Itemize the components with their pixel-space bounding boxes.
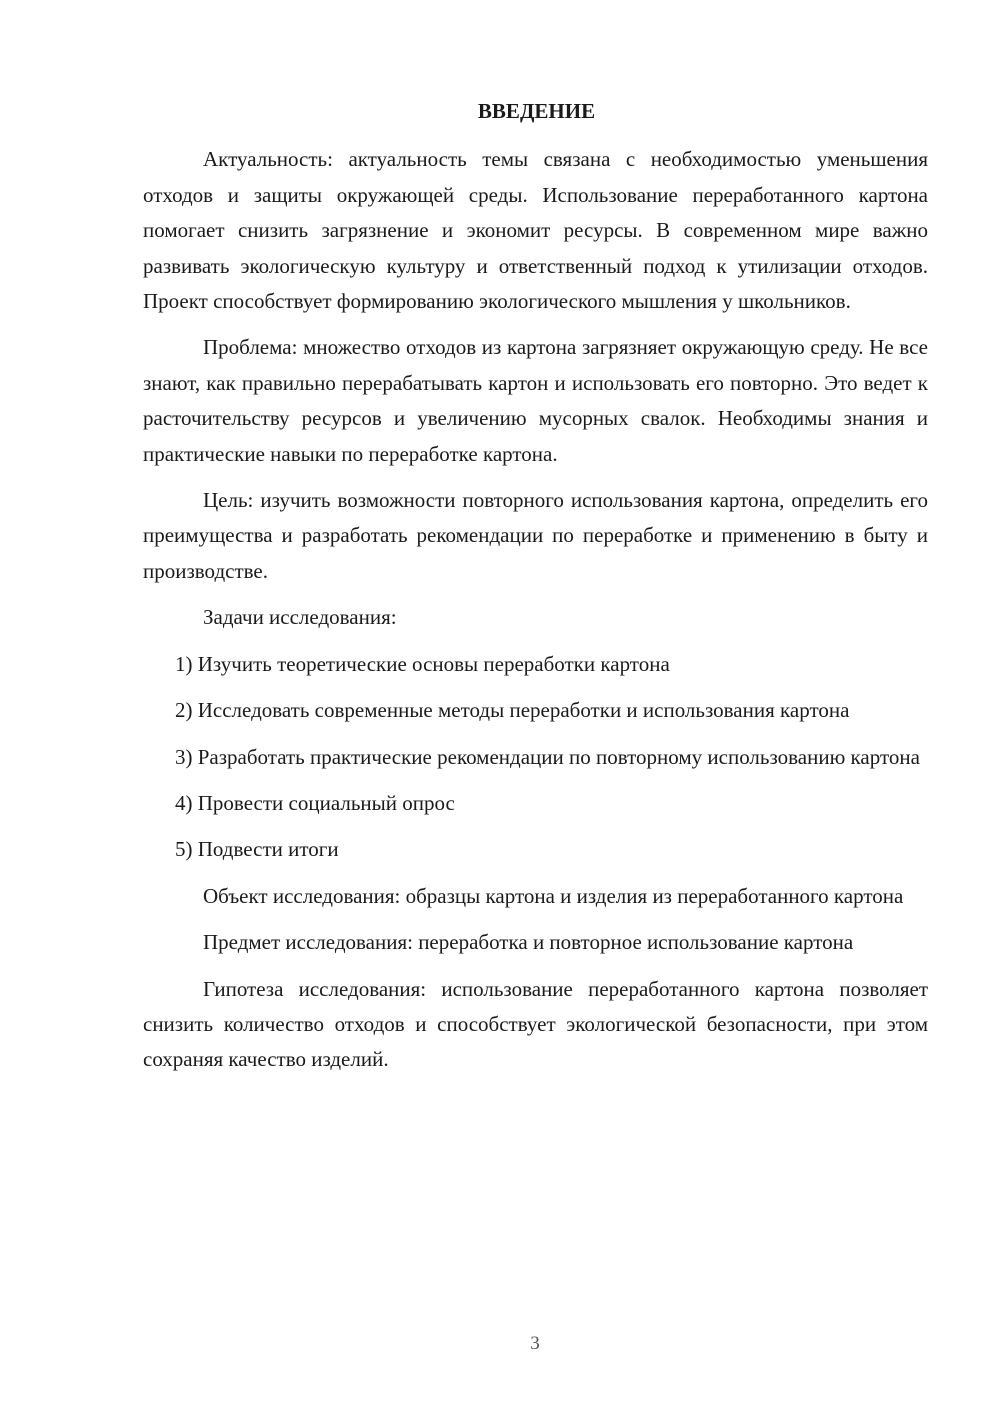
section-title: ВВЕДЕНИЕ <box>477 99 596 123</box>
paragraph-goal: Цель: изучить возможности повторного использования картона, определить его преимущества и разработать рекомендации по переработке и применению в быту и производстве. <box>143 488 928 583</box>
task-item-4: 4) Провести социальный опрос <box>175 790 455 815</box>
paragraph-problem: Проблема: множество отходов из картона загрязняет окружающую среду. Не все знают, как правильно перерабатывать картон и использовать его повторно. Это ведет к расточительству ресурсов и увеличению мусорных свалок. Необходимы знания и практические навыки по переработке картона. <box>143 335 928 466</box>
task-item-3: 3) Разработать практические рекомендации по повторному использованию картона <box>175 744 920 769</box>
paragraph-subject: Предмет исследования: переработка и повторное использование картона <box>203 930 854 955</box>
page-number: 3 <box>530 1333 540 1354</box>
paragraph-hypothesis: Гипотеза исследования: использование переработанного картона позволяет снизить количество отходов и способствует экологической безопасности, при этом сохраняя качество изделий. <box>143 976 928 1072</box>
paragraph-object: Объект исследования: образцы картона и изделия из переработанного картона <box>203 883 904 908</box>
paragraph-relevance: Актуальность: актуальность темы связана с необходимостью уменьшения отходов и защиты окружающей среды. Использование переработанного картона помогает снизить загрязнение и экономит ресурсы. В современном мире важно развивать экологическую культуру и ответственный подход к утилизации отходов. Проект способствует формированию экологического мышления у школьников. <box>143 147 928 314</box>
task-item-2: 2) Исследовать современные методы переработки и использования картона <box>175 698 850 723</box>
paragraph-tasks-heading: Задачи исследования: <box>203 605 397 630</box>
page-content <box>143 94 928 1089</box>
task-item-5: 5) Подвести итоги <box>175 837 339 862</box>
task-item-1: 1) Изучить теоретические основы переработки картона <box>175 651 670 676</box>
